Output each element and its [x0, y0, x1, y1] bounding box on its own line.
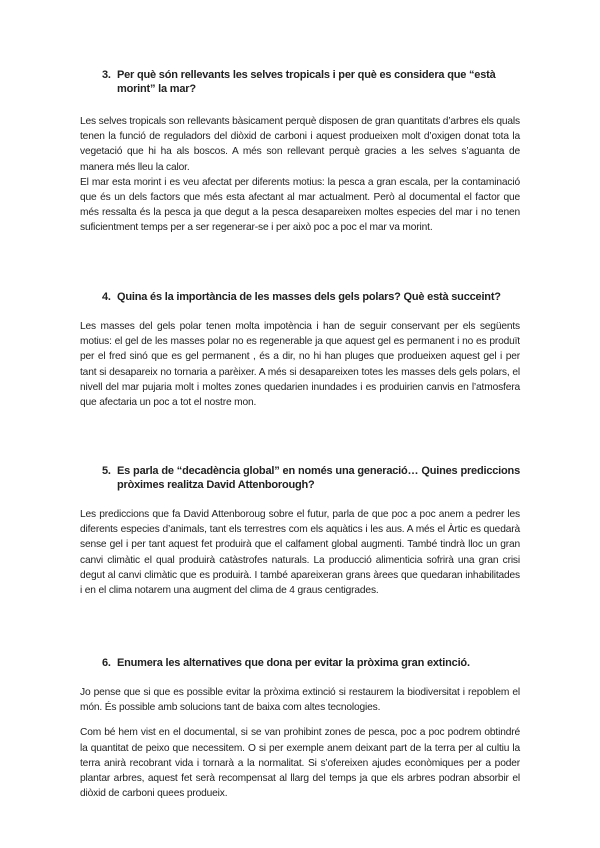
- question-heading: [102, 464, 520, 492]
- answer-paragraph: Les prediccions que fa David Attenboroug sobre el futur, parla de que poc a poc anem a pedrer les diferents especies d’animals, tant els terrestres com els aquàtics i les aus. A més el Àrtic es quedarà sense gel i per tant aquest fet produirà que el calfament global augmenti. També tindrà lloc un gran canvi climàtic el qual produirà catàstrofes naturals. La producció alimenticia sofrirà una gran crisi degut al canvi climàtic que es produirà. I també apareixeran grans àrees que quedaran inhabilitades i en el clima notarem una augment del clima de 4 graus centigrades.: [80, 509, 520, 597]
- answer-paragraph: El mar esta morint i es veu afectat per diferents motius: la pesca a gran escala, per la contaminació que és un dels factors que més esta afectant al mar actualment. Però al documental el factor que més ressalta és la pesca ja que degut a la pesca desapareixen moltes especies del mar i no tenen suficientment temps per a ser regenerar-se i per això poc a poc el mar va morint.: [80, 176, 520, 234]
- question-number: 4.: [102, 291, 111, 303]
- question-text: Per què són rellevants les selves tropicals i per què es considera que “està morint” la mar?: [117, 69, 496, 95]
- question-heading: [102, 68, 520, 96]
- question-heading: [102, 656, 520, 670]
- question-number: 5.: [102, 465, 111, 477]
- answer-paragraph: Les selves tropicals son rellevants bàsicament perquè disposen de gran quantitats d’arbres els quals tenen la funció de reguladors del diòxid de carboni i aquest produeixen molt d’oxigen donat tota la vegetació que hi ha als boscos. A més son rellevant perquè gracies a les selves s’aguanta de manera més lleu la calor.: [80, 116, 520, 173]
- question-number: 6.: [102, 657, 111, 669]
- question-heading: [102, 290, 520, 304]
- section-5: [80, 464, 520, 598]
- section-3: [80, 68, 520, 236]
- answer-paragraph: Jo pense que si que es possible evitar la pròxima extinció si restaurem la biodiversitat i repoblem el món. És possible amb solucions tant de baixa com altes tecnologies.: [80, 687, 520, 714]
- answer-paragraph: Com bé hem vist en el documental, si se van prohibint zones de pesca, poc a poc podrem obtindré la quantitat de peixo que necessitem. O si per exemple anem deixant part de la terra per al cultiu la terra anirà recobrant vida i tornarà a la normalitat. Si s’ofereixen ajudes econòmiques per a poder plantar arbres, aquest fet serà recompensat al llarg del temps ja que els arbres podran absorbir el diòxid de carboni quees produeix.: [80, 727, 520, 800]
- section-4: [80, 290, 520, 410]
- section-6: [80, 656, 520, 801]
- question-text: Enumera les alternatives que dona per evitar la pròxima gran extinció.: [117, 657, 470, 669]
- question-number: 3.: [102, 69, 111, 81]
- question-text: Es parla de “decadència global” en només una generació… Quines prediccions pròximes realitza David Attenborough?: [117, 465, 520, 491]
- question-text: Quina és la importància de les masses dels gels polars? Què està succeint?: [117, 291, 501, 303]
- answer-paragraph: Les masses del gels polar tenen molta impotència i han de seguir conservant per els següents motius: el gel de les masses polar no es regenerable ja que aquest gel es permanent i no es produït per el fred sinó que es gel permanent , és a dir, no hi han pluges que produeixen aquest gel i per tant si desapareix no tornaria a parèixer. A més si desapareixen totes les masses dels gels polars, el nivell del mar pujaria molt i moltes zones quedarien inundades i es produirien canvis en l’atmosfera que afectaria un poc a tot el nostre mon.: [80, 321, 520, 409]
